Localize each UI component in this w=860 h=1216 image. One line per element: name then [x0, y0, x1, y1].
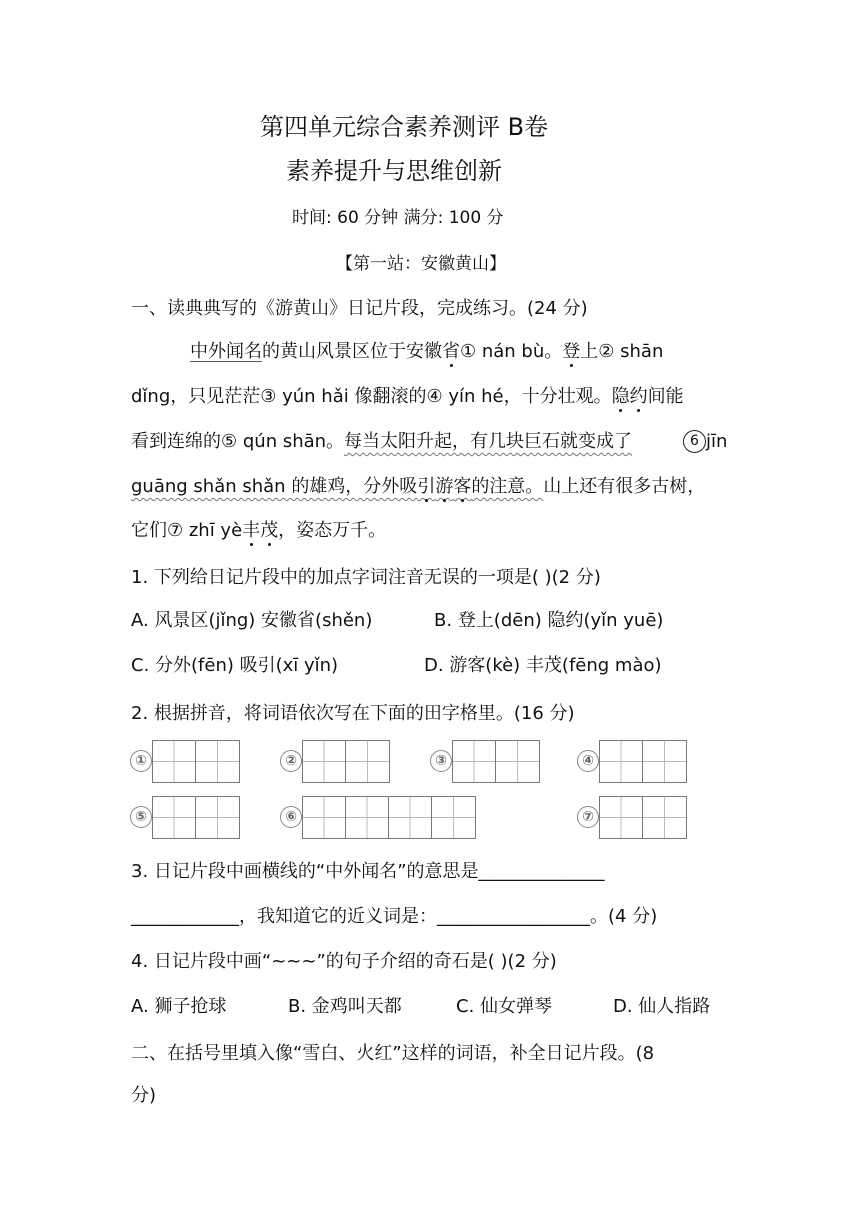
q3-line-2[interactable]: ____________，我知道它的近义词是：_________________。(4 分) [131, 906, 658, 927]
grid-cell[interactable] [453, 741, 496, 782]
grid-cell[interactable] [346, 741, 389, 782]
circled-number: 6 [683, 430, 706, 453]
writing-grid-1[interactable] [152, 740, 240, 783]
dotted-char: 丰 [242, 520, 261, 541]
dotted-char: 隐 [611, 386, 630, 407]
passage-text: dǐng，只见茫茫③ yún hǎi 像翻滚的④ yín hé，十分壮观。 [131, 386, 612, 407]
passage-text: ① nán bù。 [460, 341, 563, 362]
q4-option-d[interactable]: D. 仙人指路 [613, 996, 711, 1017]
q3-line-1[interactable]: 3. 日记片段中画横线的“中外闻名”的意思是______________ [131, 861, 605, 882]
dotted-char: 登 [562, 341, 581, 362]
grid-cell[interactable] [496, 741, 539, 782]
passage-text: ，姿态万千。 [278, 520, 387, 541]
grid-cell[interactable] [153, 741, 196, 782]
dotted-char: 省 [442, 341, 460, 362]
wavy-sentence [131, 476, 543, 497]
passage-line-1 [190, 340, 663, 364]
grid-cell[interactable] [432, 797, 475, 838]
writing-grid-3[interactable] [452, 740, 540, 783]
time-info: 时间: 60 分钟 满分: 100 分 [292, 208, 504, 228]
dotted-char: 约 [629, 386, 648, 407]
grid-label-4: ④ [577, 750, 599, 772]
writing-grid-2[interactable] [302, 740, 390, 783]
passage-text: 山上还有很多古树， [543, 476, 706, 497]
passage-text: 它们⑦ zhī yè [131, 520, 243, 541]
grid-label-2: ② [280, 750, 302, 772]
grid-label-7: ⑦ [577, 806, 599, 828]
grid-cell[interactable] [643, 797, 686, 838]
q4-stem: 4. 日记片段中画“~~~”的句子介绍的奇石是( )(2 分) [131, 951, 557, 972]
dotted-char: 茂 [260, 520, 279, 541]
section2-heading: 二、在括号里填入像“雪白、火红”这样的词语，补全日记片段。(8 [131, 1043, 655, 1064]
grid-label-5: ⑤ [130, 806, 152, 828]
writing-grid-6[interactable] [302, 796, 476, 839]
grid-cell[interactable] [600, 741, 643, 782]
writing-grid-7[interactable] [599, 796, 687, 839]
q4-option-c[interactable]: C. 仙女弹琴 [456, 996, 553, 1017]
passage-text: guāng shǎn shǎn 的雄鸡，分外吸 [131, 476, 418, 497]
grid-cell[interactable] [303, 797, 346, 838]
grid-label-3: ③ [430, 750, 452, 772]
page-title: 第四单元综合素养测评 B卷 [260, 113, 549, 141]
page-subtitle: 素养提升与思维创新 [286, 157, 502, 185]
writing-grid-5[interactable] [152, 796, 240, 839]
section2-heading-cont: 分) [131, 1085, 157, 1106]
passage-line-4 [131, 475, 705, 499]
q4-option-a[interactable]: A. 狮子抢球 [131, 996, 227, 1017]
writing-grid-4[interactable] [599, 740, 687, 783]
passage-line-3 [131, 430, 632, 454]
q4-option-b[interactable]: B. 金鸡叫天都 [288, 996, 402, 1017]
grid-cell[interactable] [643, 741, 686, 782]
passage-text: 看到连绵的⑤ qún shān。 [131, 431, 345, 452]
grid-cell[interactable] [153, 797, 196, 838]
grid-cell[interactable] [303, 741, 346, 782]
grid-label-6: ⑥ [280, 806, 302, 828]
wavy-sentence: 每当太阳升起，有几块巨石就变成了 [344, 431, 633, 452]
passage-text: 的注意。 [471, 476, 544, 497]
q1-option-d[interactable]: D. 游客(kè) 丰茂(fēng mào) [424, 655, 662, 676]
passage-text: 上② shān [580, 341, 664, 362]
q1-stem: 1. 下列给日记片段中的加点字词注音无误的一项是( )(2 分) [131, 567, 601, 588]
grid-cell[interactable] [600, 797, 643, 838]
passage-text: 间能 [647, 386, 684, 407]
underlined-phrase: 中外闻名 [190, 341, 262, 362]
grid-cell[interactable] [346, 797, 389, 838]
dotted-char: 引 [417, 476, 436, 497]
passage-line-2 [131, 385, 684, 409]
passage-line-5 [131, 519, 386, 543]
dotted-char: 游 [435, 476, 454, 497]
passage-line-3-end: jīn [706, 431, 728, 452]
passage-text: 的黄山风景区位于安徽 [262, 341, 442, 362]
station-heading: 【第一站：安徽黄山】 [336, 254, 506, 274]
grid-cell[interactable] [196, 797, 239, 838]
dotted-char: 客 [453, 476, 472, 497]
grid-label-1: ① [130, 750, 152, 772]
q1-option-b[interactable]: B. 登上(dēn) 隐约(yǐn yuē) [434, 610, 664, 631]
section1-heading: 一、读典典写的《游黄山》日记片段，完成练习。(24 分) [131, 298, 588, 319]
grid-cell[interactable] [389, 797, 432, 838]
q2-stem: 2. 根据拼音，将词语依次写在下面的田字格里。(16 分) [131, 703, 575, 724]
grid-cell[interactable] [196, 741, 239, 782]
q1-option-c[interactable]: C. 分外(fēn) 吸引(xī yǐn) [131, 655, 339, 676]
q1-option-a[interactable]: A. 风景区(jǐng) 安徽省(shěn) [131, 610, 373, 631]
